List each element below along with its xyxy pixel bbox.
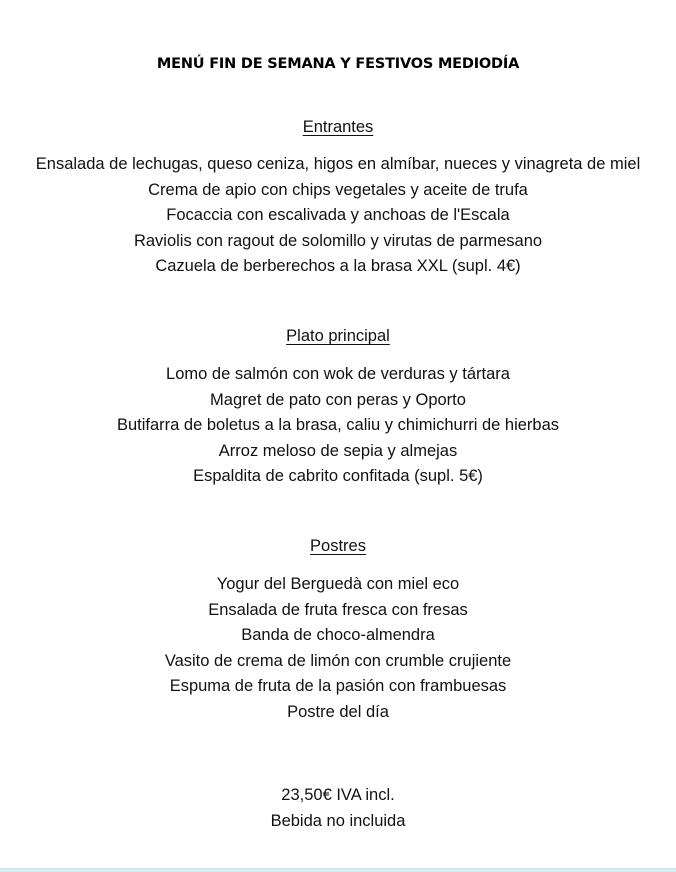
- menu-footer: [0, 783, 676, 834]
- menu-item: Yogur del Berguedà con miel eco: [216, 575, 460, 593]
- menu-item: Banda de choco-almendra: [241, 626, 435, 645]
- section-items-plato-principal: [0, 362, 676, 490]
- menu-title: MENÚ FIN DE SEMANA Y FESTIVOS MEDIODÍA: [156, 56, 520, 72]
- menu-item: Focaccia con escalivada y anchoas de l'Escala: [166, 206, 510, 225]
- page-bottom-divider: [0, 868, 676, 872]
- menu-item: Ensalada de fruta fresca con fresas: [208, 600, 468, 619]
- section-heading-entrantes: Entrantes: [302, 118, 374, 136]
- menu-item: Vasito de crema de limón con crumble crujiente: [164, 651, 512, 670]
- menu-item: Raviolis con ragout de solomillo y virutas de parmesano: [133, 231, 543, 250]
- price-text: 23,50€ IVA incl.: [281, 786, 395, 804]
- menu-item: Ensalada de lechugas, queso ceniza, higos en almíbar, nueces y vinagreta de miel: [35, 155, 641, 173]
- menu-item: Postre del día: [287, 702, 389, 721]
- menu-item: Crema de apio con chips vegetales y aceite de trufa: [148, 180, 528, 199]
- section-heading-plato-principal: Plato principal: [286, 327, 390, 345]
- section-items-entrantes: [0, 152, 676, 280]
- menu-item: Butifarra de boletus a la brasa, caliu y chimichurri de hierbas: [116, 416, 560, 435]
- menu-item: Espaldita de cabrito confitada (supl. 5€): [193, 467, 483, 486]
- menu-item: Magret de pato con peras y Oporto: [210, 390, 466, 409]
- menu-item: Arroz meloso de sepia y almejas: [218, 441, 458, 460]
- drinks-note: Bebida no incluida: [270, 811, 406, 830]
- section-items-postres: [0, 572, 676, 726]
- section-heading-postres: Postres: [310, 537, 366, 555]
- menu-item: Lomo de salmón con wok de verduras y tártara: [166, 365, 510, 383]
- menu-item: Cazuela de berberechos a la brasa XXL (supl. 4€): [155, 257, 521, 276]
- menu-item: Espuma de fruta de la pasión con frambuesas: [169, 677, 507, 696]
